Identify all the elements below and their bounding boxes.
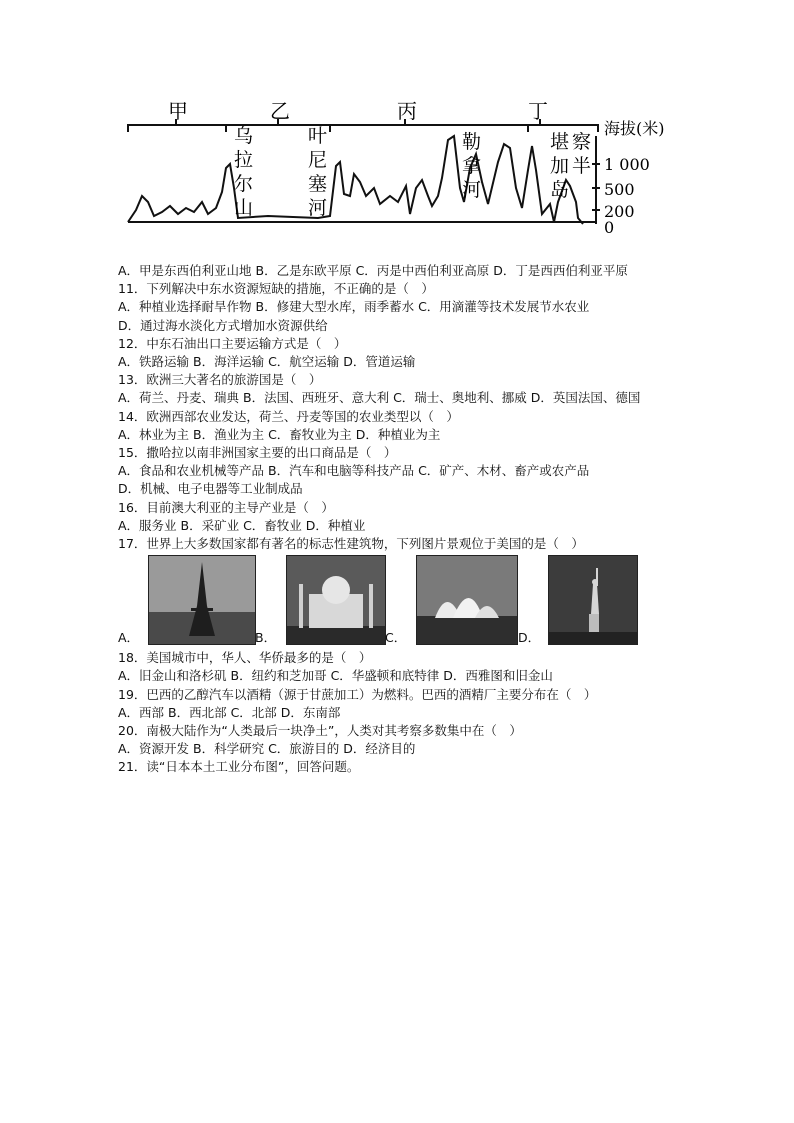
q17-photo-options: [118, 555, 678, 647]
region-jia: 甲: [168, 99, 188, 123]
svg-text:堪: 堪: [550, 131, 570, 153]
q16-options: A．服务业 B．采矿业 C．畜牧业 D．种植业: [118, 517, 366, 533]
elevation-tick-0: 0: [604, 218, 615, 237]
svg-text:岛: 岛: [550, 179, 570, 201]
q11-options-1: A．种植业选择耐旱作物 B．修建大型水库，雨季蓄水 C．用滴灌等技术发展节水农业: [118, 299, 590, 315]
question-text: [118, 262, 678, 777]
label-lena-river: [462, 131, 481, 201]
elevation-tick-1000: 1 000: [604, 155, 650, 174]
taj-mahal-photo: [286, 555, 386, 645]
elevation-tick-200: 200: [604, 202, 635, 221]
q16-stem: 16．目前澳大利亚的主导产业是（ ）: [118, 499, 334, 515]
q12-stem: 12．中东石油出口主要运输方式是（ ）: [118, 335, 347, 351]
region-yi: 乙: [270, 99, 290, 123]
label-kamchatka-peninsula: [550, 131, 591, 201]
terrain-profile-svg: [118, 92, 698, 242]
q21-stem: 21．读“日本本土工业分布图”，回答问题。: [118, 759, 360, 775]
q20-options: A．资源开发 B．科学研究 C．旅游目的 D．经济目的: [118, 741, 416, 757]
q13-stem: 13．欧洲三大著名的旅游国是（ ）: [118, 372, 322, 388]
svg-text:乌: 乌: [234, 125, 254, 147]
svg-text:塞: 塞: [308, 173, 328, 195]
statue-of-liberty-photo: [548, 555, 638, 645]
q11-options-2: D．通过海水淡化方式增加水资源供给: [118, 317, 328, 333]
q17-option-a: A．: [118, 630, 140, 646]
svg-text:山: 山: [234, 197, 254, 219]
q11-stem: 11．下列解决中东水资源短缺的措施，不正确的是（ ）: [118, 281, 434, 297]
q12-options: A．铁路运输 B．海洋运输 C．航空运输 D．管道运输: [118, 354, 416, 370]
q14-stem: 14．欧洲西部农业发达，荷兰、丹麦等国的农业类型以（ ）: [118, 408, 459, 424]
svg-text:察: 察: [572, 131, 592, 153]
q17-option-d: D．: [518, 630, 541, 646]
q13-options: A．荷兰、丹麦、瑞典 B．法国、西班牙、意大利 C．瑞士、奥地利、挪威 D．英国法国、德国: [118, 390, 641, 406]
q10-options: A．甲是东西伯利亚山地 B．乙是东欧平原 C．丙是中西伯利亚高原 D．丁是西西伯利亚平原: [118, 263, 628, 278]
q17-stem: 17．世界上大多数国家都有著名的标志性建筑物，下列图片景观位于美国的是（ ）: [118, 536, 584, 552]
svg-text:拉: 拉: [234, 149, 254, 171]
svg-text:河: 河: [308, 197, 328, 219]
region-bracket: [128, 125, 598, 132]
q20-stem: 20．南极大陆作为“人类最后一块净土”，人类对其考察多数集中在（ ）: [118, 723, 522, 739]
q15-stem: 15．撒哈拉以南非洲国家主要的出口商品是（ ）: [118, 445, 397, 461]
elevation-tick-500: 500: [604, 180, 635, 199]
q15-options-1: A．食品和农业机械等产品 B．汽车和电脑等科技产品 C．矿产、木材、畜产或农产品: [118, 463, 590, 479]
svg-text:河: 河: [462, 179, 482, 201]
svg-text:勒: 勒: [462, 131, 482, 153]
q18-stem: 18．美国城市中，华人、华侨最多的是（ ）: [118, 650, 372, 666]
terrain-outline: [128, 136, 583, 224]
svg-text:尼: 尼: [308, 149, 328, 171]
terrain-profile-figure: [118, 92, 698, 242]
eiffel-tower-photo: [148, 555, 256, 645]
q19-options: A．西部 B．西北部 C．北部 D．东南部: [118, 704, 341, 720]
svg-text:拿: 拿: [462, 155, 482, 177]
elevation-axis-title: 海拔(米): [604, 119, 665, 138]
q15-options-2: D．机械、电子电器等工业制成品: [118, 481, 303, 497]
svg-text:加: 加: [550, 155, 570, 177]
region-bing: 丙: [397, 99, 417, 123]
svg-text:半: 半: [572, 155, 592, 177]
region-ding: 丁: [528, 99, 548, 123]
svg-text:尔: 尔: [234, 173, 254, 195]
svg-text:叶: 叶: [308, 125, 328, 147]
q17-option-c: C．: [385, 630, 407, 646]
q14-options: A．林业为主 B．渔业为主 C．畜牧业为主 D．种植业为主: [118, 426, 441, 442]
label-yenisei-river: [308, 125, 327, 219]
label-ural-mountains: [234, 125, 253, 219]
q18-options: A．旧金山和洛杉矶 B．纽约和芝加哥 C．华盛顿和底特律 D．西雅图和旧金山: [118, 668, 553, 684]
q17-option-b: B．: [255, 630, 277, 646]
sydney-opera-house-photo: [416, 555, 518, 645]
q19-stem: 19．巴西的乙醇汽车以酒精（源于甘蔗加工）为燃料。巴西的酒精厂主要分布在（ ）: [118, 686, 597, 702]
